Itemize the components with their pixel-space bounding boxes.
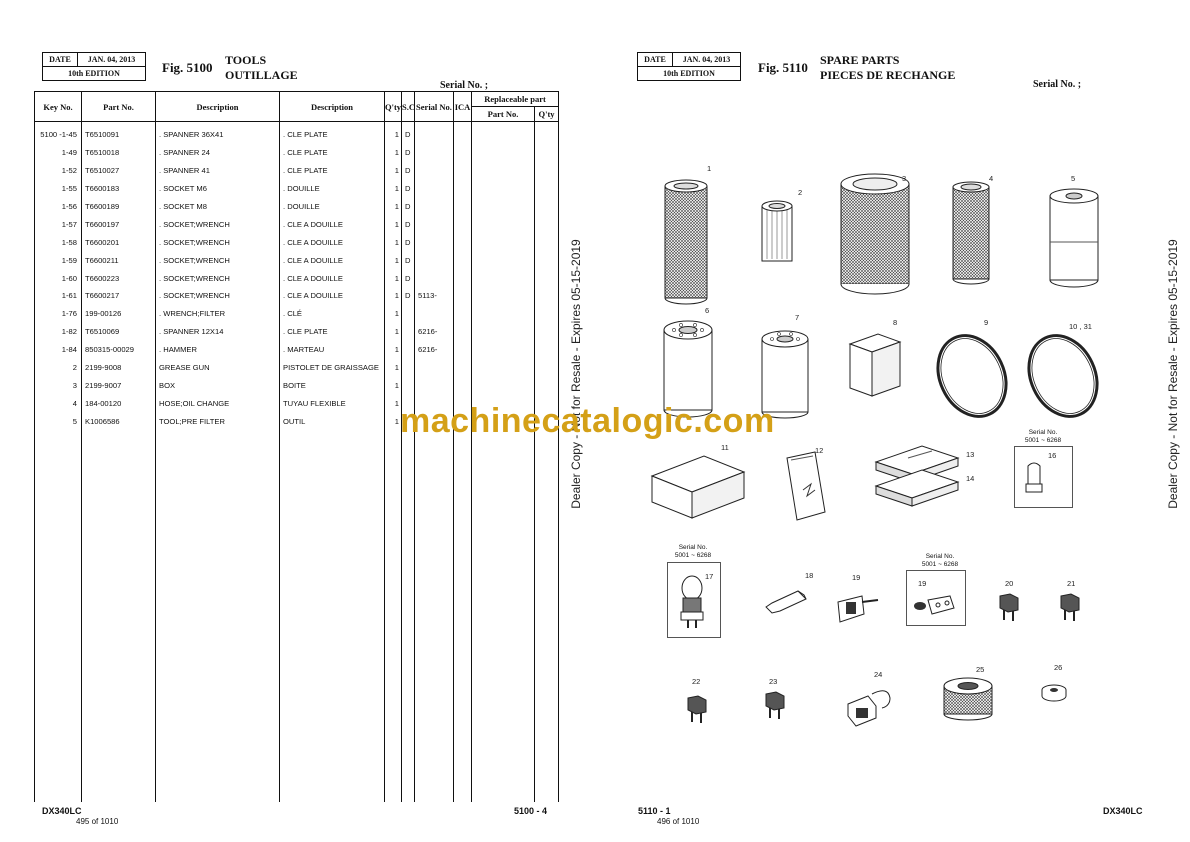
- filler-cell: [415, 430, 454, 802]
- cell-part: T6600189: [82, 198, 156, 216]
- cell-sc: [402, 305, 415, 323]
- table-row: [35, 359, 559, 377]
- cell-rp: [472, 122, 535, 144]
- cell-rq: [535, 180, 559, 198]
- cell-rq: [535, 198, 559, 216]
- cell-rq: [535, 215, 559, 233]
- cell-serial: [415, 162, 454, 180]
- date-value: JAN. 04, 2013: [87, 55, 136, 64]
- table-row: [35, 269, 559, 287]
- cell-serial: [415, 359, 454, 377]
- callout-7: 7: [795, 313, 800, 322]
- cell-en: . SPANNER 12X14: [156, 323, 280, 341]
- cell-key: 1-55: [35, 180, 82, 198]
- cell-part: T6600217: [82, 287, 156, 305]
- callout-2: 2: [798, 188, 803, 197]
- filler-cell: [82, 430, 156, 802]
- filter-element-4-illustration: [950, 180, 992, 284]
- cell-rp: [472, 287, 535, 305]
- cell-rq: [535, 341, 559, 359]
- filler-cell: [402, 430, 415, 802]
- table-row: [35, 287, 559, 305]
- filter-cartridge-25-illustration: [940, 676, 996, 720]
- callout-6: 6: [705, 306, 710, 315]
- cell-rq: [535, 269, 559, 287]
- cell-ica: [454, 180, 472, 198]
- filler-cell: [454, 430, 472, 802]
- cell-part: T6600201: [82, 233, 156, 251]
- cell-part: T6510069: [82, 323, 156, 341]
- callout-19a: 19: [852, 573, 861, 582]
- filter-element-2-illustration: [757, 196, 797, 266]
- cell-ica: [454, 323, 472, 341]
- cell-part: T6510018: [82, 144, 156, 162]
- cell-part: 850315-00029: [82, 341, 156, 359]
- cell-ica: [454, 122, 472, 144]
- cell-rp: [472, 359, 535, 377]
- serial-note-17-range: 5001 ~ 6268: [674, 552, 712, 559]
- footer-model-left: DX340LC: [42, 806, 82, 816]
- cell-key: 1-60: [35, 269, 82, 287]
- footer-page-right: 5110 - 1: [638, 806, 671, 816]
- title-en: TOOLS: [225, 53, 267, 67]
- cell-rq: [535, 323, 559, 341]
- fuse-21-illustration: [1057, 592, 1083, 624]
- cell-serial: [415, 269, 454, 287]
- cell-rq: [535, 233, 559, 251]
- edition: 10th EDITION: [68, 69, 120, 78]
- col-ica: ICA: [454, 92, 472, 122]
- cell-en: . SOCKET;WRENCH: [156, 287, 280, 305]
- col-rep-part-no: Part No.: [472, 107, 535, 122]
- callout-1: 1: [707, 164, 712, 173]
- cell-sc: D: [402, 180, 415, 198]
- cell-sc: D: [402, 269, 415, 287]
- cell-rp: [472, 305, 535, 323]
- cell-serial: 6216-: [415, 323, 454, 341]
- serial-note-19-label: Serial No.: [925, 553, 955, 560]
- cell-qty: 1: [385, 162, 402, 180]
- table-row: [35, 341, 559, 359]
- cell-fr: . MARTEAU: [280, 341, 385, 359]
- fuse-19b-illustration: [912, 592, 958, 618]
- cell-fr: . CLE PLATE: [280, 323, 385, 341]
- cell-rq: [535, 287, 559, 305]
- cell-rp: [472, 269, 535, 287]
- cell-fr: PISTOLET DE GRAISSAGE: [280, 359, 385, 377]
- cell-part: T6510091: [82, 122, 156, 144]
- table-row: [35, 376, 559, 394]
- cell-rp: [472, 162, 535, 180]
- brand-watermark: machinecatalogic.com: [400, 402, 775, 440]
- filler-cell: [535, 430, 559, 802]
- watermark-center: Dealer Copy - Not for Resale - Expires 05-15-2019: [569, 239, 583, 509]
- cell-en: HOSE;OIL CHANGE: [156, 394, 280, 412]
- cell-fr: . DOUILLE: [280, 198, 385, 216]
- fuse-20-illustration: [996, 592, 1022, 624]
- cell-fr: . CLE PLATE: [280, 144, 385, 162]
- cell-ica: [454, 287, 472, 305]
- col-part-no: Part No.: [82, 92, 156, 122]
- table-row: [35, 233, 559, 251]
- filler-cell: [385, 430, 402, 802]
- cell-qty: 1: [385, 394, 402, 412]
- cell-key: 5: [35, 412, 82, 430]
- callout-19b: 19: [918, 579, 927, 588]
- box-8-illustration: [848, 330, 902, 400]
- cell-en: . SOCKET;WRENCH: [156, 269, 280, 287]
- cell-serial: [415, 251, 454, 269]
- cell-en: . SOCKET;WRENCH: [156, 251, 280, 269]
- serial-note-16-range: 5001 ~ 6268: [1024, 437, 1062, 444]
- date-value: JAN. 04, 2013: [682, 55, 731, 64]
- callout-3: 3: [902, 174, 907, 183]
- title-fr: PIECES DE RECHANGE: [820, 68, 956, 82]
- cell-rq: [535, 359, 559, 377]
- serial-label-right: Serial No. ;: [1033, 79, 1082, 90]
- cell-rq: [535, 162, 559, 180]
- cell-key: 1-52: [35, 162, 82, 180]
- cell-key: 5100 -1-45: [35, 122, 82, 144]
- cell-part: T6600183: [82, 180, 156, 198]
- col-sc: S.C: [402, 92, 415, 122]
- cell-rp: [472, 341, 535, 359]
- serial-note-16-label: Serial No.: [1028, 429, 1058, 436]
- cell-en: . SPANNER 24: [156, 144, 280, 162]
- cell-serial: [415, 122, 454, 144]
- cell-key: 1-84: [35, 341, 82, 359]
- cell-part: T6600223: [82, 269, 156, 287]
- title-fr: OUTILLAGE: [225, 68, 298, 82]
- title-en: SPARE PARTS: [820, 53, 900, 67]
- cell-key: 1-56: [35, 198, 82, 216]
- callout-5: 5: [1071, 174, 1076, 183]
- callout-18: 18: [805, 571, 814, 580]
- date-label: DATE: [43, 53, 78, 66]
- festoon-bulb-18-illustration: [762, 585, 810, 615]
- bulb-16-illustration: [1022, 462, 1046, 498]
- spin-on-filter-5-illustration: [1048, 186, 1100, 286]
- col-serial-no: Serial No.: [415, 92, 454, 122]
- col-description-en: Description: [156, 92, 280, 122]
- cell-en: . WRENCH;FILTER: [156, 305, 280, 323]
- table-row: [35, 122, 559, 144]
- cell-qty: 1: [385, 251, 402, 269]
- cell-qty: 1: [385, 233, 402, 251]
- cell-qty: 1: [385, 180, 402, 198]
- cell-rq: [535, 251, 559, 269]
- cell-en: . SOCKET M8: [156, 198, 280, 216]
- cell-part: K1006586: [82, 412, 156, 430]
- cell-qty: 1: [385, 144, 402, 162]
- cell-sc: D: [402, 287, 415, 305]
- cell-rp: [472, 251, 535, 269]
- cell-part: T6600211: [82, 251, 156, 269]
- belt-ring-10-illustration: [1027, 330, 1099, 422]
- cell-fr: OUTIL: [280, 412, 385, 430]
- col-rep-qty: Q'ty: [535, 107, 559, 122]
- col-replaceable-part: Replaceable part: [472, 92, 559, 107]
- cell-en: . SOCKET;WRENCH: [156, 215, 280, 233]
- parts-table: [34, 91, 559, 802]
- air-filter-3-illustration: [838, 172, 912, 290]
- cell-ica: [454, 341, 472, 359]
- date-label: DATE: [638, 53, 673, 66]
- figure-number: Fig. 5100: [162, 60, 213, 75]
- cell-en: . SOCKET;WRENCH: [156, 233, 280, 251]
- cell-en: . HAMMER: [156, 341, 280, 359]
- cell-qty: 1: [385, 323, 402, 341]
- cell-sc: [402, 359, 415, 377]
- cell-rp: [472, 144, 535, 162]
- connector-24-illustration: [842, 684, 894, 730]
- fuse-22-illustration: [684, 694, 710, 726]
- table-filler-row: [35, 430, 559, 802]
- callout-8: 8: [893, 318, 898, 327]
- fuse-holder-19-illustration: [832, 592, 882, 628]
- callout-25: 25: [976, 665, 985, 674]
- books-13-14-illustration: [872, 442, 962, 512]
- filler-cell: [156, 430, 280, 802]
- cell-serial: [415, 215, 454, 233]
- cell-en: BOX: [156, 376, 280, 394]
- cell-sc: [402, 341, 415, 359]
- callout-10: 10 , 31: [1069, 322, 1092, 331]
- cell-qty: 1: [385, 215, 402, 233]
- col-description-fr: Description: [280, 92, 385, 122]
- cell-fr: . CLE A DOUILLE: [280, 287, 385, 305]
- cell-rp: [472, 323, 535, 341]
- cell-serial: 6216-: [415, 341, 454, 359]
- cell-fr: . CLE A DOUILLE: [280, 233, 385, 251]
- col-key-no: Key No.: [35, 92, 82, 122]
- filter-element-1-illustration: [661, 178, 711, 306]
- filler-cell: [35, 430, 82, 802]
- serial-note-19-range: 5001 ~ 6268: [921, 561, 959, 568]
- table-row: [35, 305, 559, 323]
- table-row: [35, 215, 559, 233]
- belt-ring-9-illustration: [936, 330, 1008, 422]
- callout-12: 12: [815, 446, 824, 455]
- table-row: [35, 180, 559, 198]
- cell-qty: 1: [385, 412, 402, 430]
- cell-key: 1-57: [35, 215, 82, 233]
- fuse-23-illustration: [762, 690, 788, 722]
- cell-en: TOOL;PRE FILTER: [156, 412, 280, 430]
- col-qty: Q'ty: [385, 92, 402, 122]
- cell-sc: [402, 323, 415, 341]
- date-box-left: [42, 52, 146, 81]
- cell-part: 199-00126: [82, 305, 156, 323]
- cell-fr: . CLE A DOUILLE: [280, 215, 385, 233]
- filler-cell: [280, 430, 385, 802]
- cell-serial: [415, 198, 454, 216]
- callout-22: 22: [692, 677, 701, 686]
- cell-en: . SOCKET M6: [156, 180, 280, 198]
- callout-13: 13: [966, 450, 975, 459]
- cell-ica: [454, 376, 472, 394]
- bulb-17-illustration: [676, 574, 708, 630]
- callout-21: 21: [1067, 579, 1076, 588]
- table-row: [35, 323, 559, 341]
- cell-fr: . DOUILLE: [280, 180, 385, 198]
- cell-qty: 1: [385, 359, 402, 377]
- cell-fr: . CLE A DOUILLE: [280, 251, 385, 269]
- cell-rq: [535, 144, 559, 162]
- footer-count-left: 495 of 1010: [76, 817, 119, 826]
- cell-part: 2199-9007: [82, 376, 156, 394]
- cell-ica: [454, 162, 472, 180]
- cell-sc: D: [402, 122, 415, 144]
- callout-11: 11: [721, 443, 729, 452]
- footer-page-left: 5100 - 4: [514, 806, 548, 816]
- cell-ica: [454, 269, 472, 287]
- cell-sc: [402, 376, 415, 394]
- cell-qty: 1: [385, 305, 402, 323]
- callout-14: 14: [966, 474, 975, 483]
- cell-part: 184-00120: [82, 394, 156, 412]
- cell-ica: [454, 233, 472, 251]
- cell-fr: . CLE PLATE: [280, 122, 385, 144]
- cell-rq: [535, 305, 559, 323]
- cell-fr: . CLE A DOUILLE: [280, 269, 385, 287]
- callout-17: 17: [705, 572, 714, 581]
- callout-24: 24: [874, 670, 883, 679]
- cell-key: 1-76: [35, 305, 82, 323]
- cell-serial: [415, 180, 454, 198]
- cell-qty: 1: [385, 122, 402, 144]
- callout-20: 20: [1005, 579, 1014, 588]
- cell-key: 2: [35, 359, 82, 377]
- cell-key: 1-58: [35, 233, 82, 251]
- cell-sc: D: [402, 144, 415, 162]
- cell-part: T6600197: [82, 215, 156, 233]
- cell-sc: D: [402, 251, 415, 269]
- cell-rp: [472, 215, 535, 233]
- cell-en: GREASE GUN: [156, 359, 280, 377]
- cell-qty: 1: [385, 376, 402, 394]
- cell-ica: [454, 215, 472, 233]
- edition: 10th EDITION: [663, 69, 715, 78]
- cell-rp: [472, 198, 535, 216]
- cell-serial: [415, 376, 454, 394]
- figure-number: Fig. 5110: [758, 60, 808, 75]
- cell-en: . SPANNER 41: [156, 162, 280, 180]
- cell-rp: [472, 180, 535, 198]
- cell-sc: D: [402, 162, 415, 180]
- cell-serial: [415, 144, 454, 162]
- table-row: [35, 198, 559, 216]
- callout-26: 26: [1054, 663, 1063, 672]
- table-row: [35, 162, 559, 180]
- cell-part: 2199-9008: [82, 359, 156, 377]
- cell-ica: [454, 251, 472, 269]
- cell-key: 1-61: [35, 287, 82, 305]
- watermark-right: Dealer Copy - Not for Resale - Expires 05-15-2019: [1166, 239, 1180, 509]
- cell-key: 1-59: [35, 251, 82, 269]
- table-row: [35, 144, 559, 162]
- filler-cell: [472, 430, 535, 802]
- footer-count-right: 496 of 1010: [657, 817, 700, 826]
- cell-fr: TUYAU FLEXIBLE: [280, 394, 385, 412]
- callout-16: 16: [1048, 451, 1057, 460]
- cell-key: 3: [35, 376, 82, 394]
- cell-ica: [454, 144, 472, 162]
- cell-rp: [472, 233, 535, 251]
- cell-serial: [415, 233, 454, 251]
- cell-part: T6510027: [82, 162, 156, 180]
- cell-sc: D: [402, 233, 415, 251]
- cell-serial: [415, 305, 454, 323]
- cell-qty: 1: [385, 269, 402, 287]
- cell-rq: [535, 376, 559, 394]
- cell-qty: 1: [385, 198, 402, 216]
- footer-model-right: DX340LC: [1103, 806, 1143, 816]
- cell-ica: [454, 359, 472, 377]
- cell-sc: D: [402, 215, 415, 233]
- serial-note-17-label: Serial No.: [678, 544, 708, 551]
- manual-12-illustration: [785, 450, 827, 522]
- callout-23: 23: [769, 677, 778, 686]
- cell-key: 4: [35, 394, 82, 412]
- cell-qty: 1: [385, 341, 402, 359]
- table-row: [35, 251, 559, 269]
- callout-9: 9: [984, 318, 989, 327]
- cell-rp: [472, 376, 535, 394]
- cell-en: . SPANNER 36X41: [156, 122, 280, 144]
- cell-qty: 1: [385, 287, 402, 305]
- cap-26-illustration: [1040, 682, 1068, 704]
- cell-key: 1-49: [35, 144, 82, 162]
- cell-ica: [454, 305, 472, 323]
- cell-fr: . CLÉ: [280, 305, 385, 323]
- cell-serial: 5113-: [415, 287, 454, 305]
- cell-rq: [535, 122, 559, 144]
- cell-ica: [454, 198, 472, 216]
- flat-box-11-illustration: [650, 452, 746, 522]
- cell-key: 1-82: [35, 323, 82, 341]
- callout-4: 4: [989, 174, 994, 183]
- cell-sc: D: [402, 198, 415, 216]
- serial-label-left: Serial No. ;: [440, 80, 489, 91]
- cell-fr: BOITE: [280, 376, 385, 394]
- date-box-right: [637, 52, 741, 81]
- cell-fr: . CLE PLATE: [280, 162, 385, 180]
